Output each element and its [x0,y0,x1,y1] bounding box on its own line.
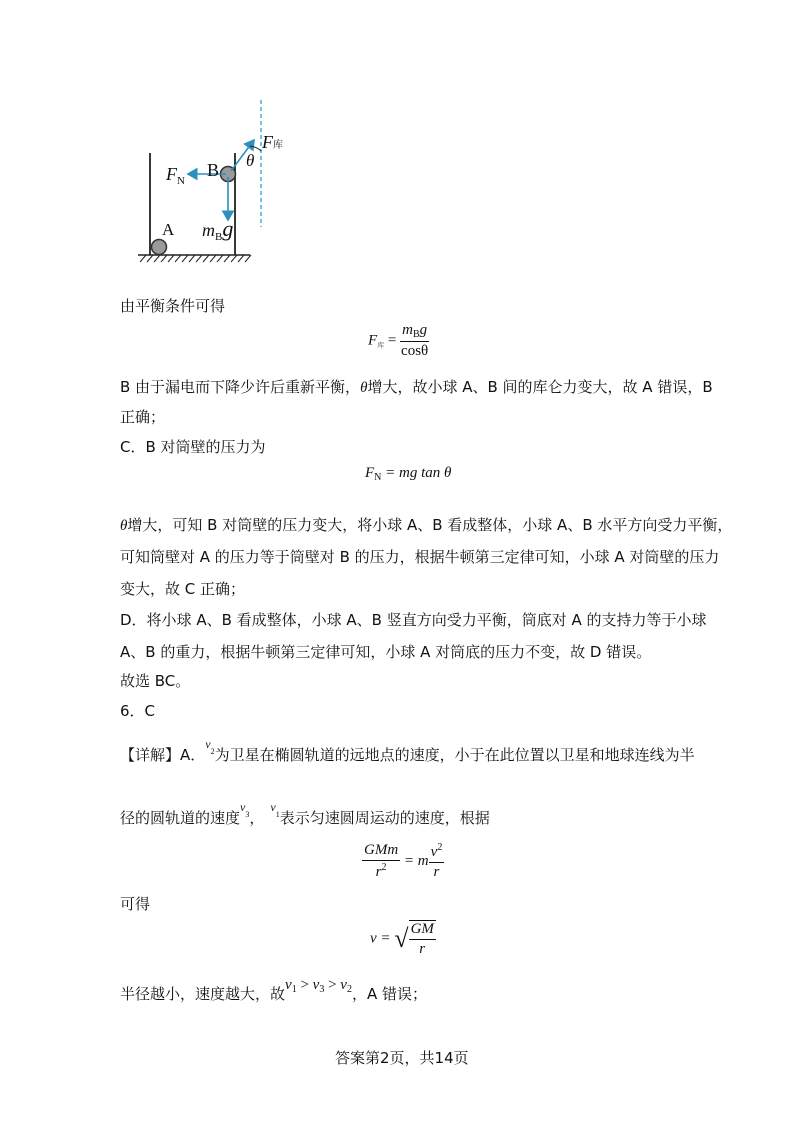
text-line-15: 半径越小，速度越大，故$v_1 > v_3 > v_2$，A 错误； [120,977,427,1003]
text-line-9: A、B 的重力，根据牛顿第三定律可知，小球 A 对筒底的压力不变，故 D 错误。 [120,643,652,661]
text-line-4: C．B 对筒壁的压力为 [120,438,266,456]
text-line-5: θ增大，可知 B 对筒壁的压力变大，将小球 A、B 看成整体，小球 A、B 水平方向受力平衡， [120,516,733,534]
force-diagram [130,95,290,270]
text-line-3: 正确； [120,408,166,426]
label-a: A [162,220,175,239]
text-line-13: 径的圆轨道的速度$^{v3}$，$^{v1}$表示匀速圆周运动的速度，根据 [120,800,490,827]
label-theta: θ [246,151,255,170]
equation-velocity: v = √ $\frac{GM}{r}$ [370,921,434,957]
label-mbg: $m_Bg$ [202,216,234,243]
text-line-10: 故选 BC。 [120,672,191,690]
text-line-2: B 由于漏电而下降少许后重新平衡，θ增大，故小球 A、B 间的库仑力变大，故 A 错误，B [120,378,713,396]
ground-hatching [140,255,251,262]
text-line-1: 由平衡条件可得 [120,297,226,315]
page-footer: 答案第2页，共14页 [335,1049,469,1067]
equation-coulomb: $F_库$ = $\frac{m_Bg}{\cos\theta}$ [368,322,429,359]
equation-gravitation: $\frac{\text{GMm}}{r^2}$ = m $\frac{v^2}{r}$ [364,842,443,880]
equation-normal-force: $F_N$ = mg tan θ [365,465,452,483]
text-line-7: 变大，故 C 正确； [120,580,246,598]
text-line-11: 6．C [120,702,156,720]
text-line-8: D．将小球 A、B 看成整体，小球 A、B 竖直方向受力平衡，筒底对 A 的支持力等于小球 [120,611,707,629]
label-fku: F库 [262,132,283,152]
ball-a [152,240,167,255]
label-b: B [207,160,220,180]
text-line-12: 【详解】A．$^{v2}$为卫星在椭圆轨道的远地点的速度，小于在此位置以卫星和地球连线为半 [120,737,695,764]
label-fn: $F_N$ [166,164,185,187]
text-line-14: 可得 [120,895,151,913]
inequality-v1-v3-v2: $v_1 > v_3 > v_2$ [285,977,352,995]
text-line-6: 可知筒壁对 A 的压力等于筒壁对 B 的压力，根据牛顿第三定律可知，小球 A 对筒壁的压力 [120,548,720,566]
